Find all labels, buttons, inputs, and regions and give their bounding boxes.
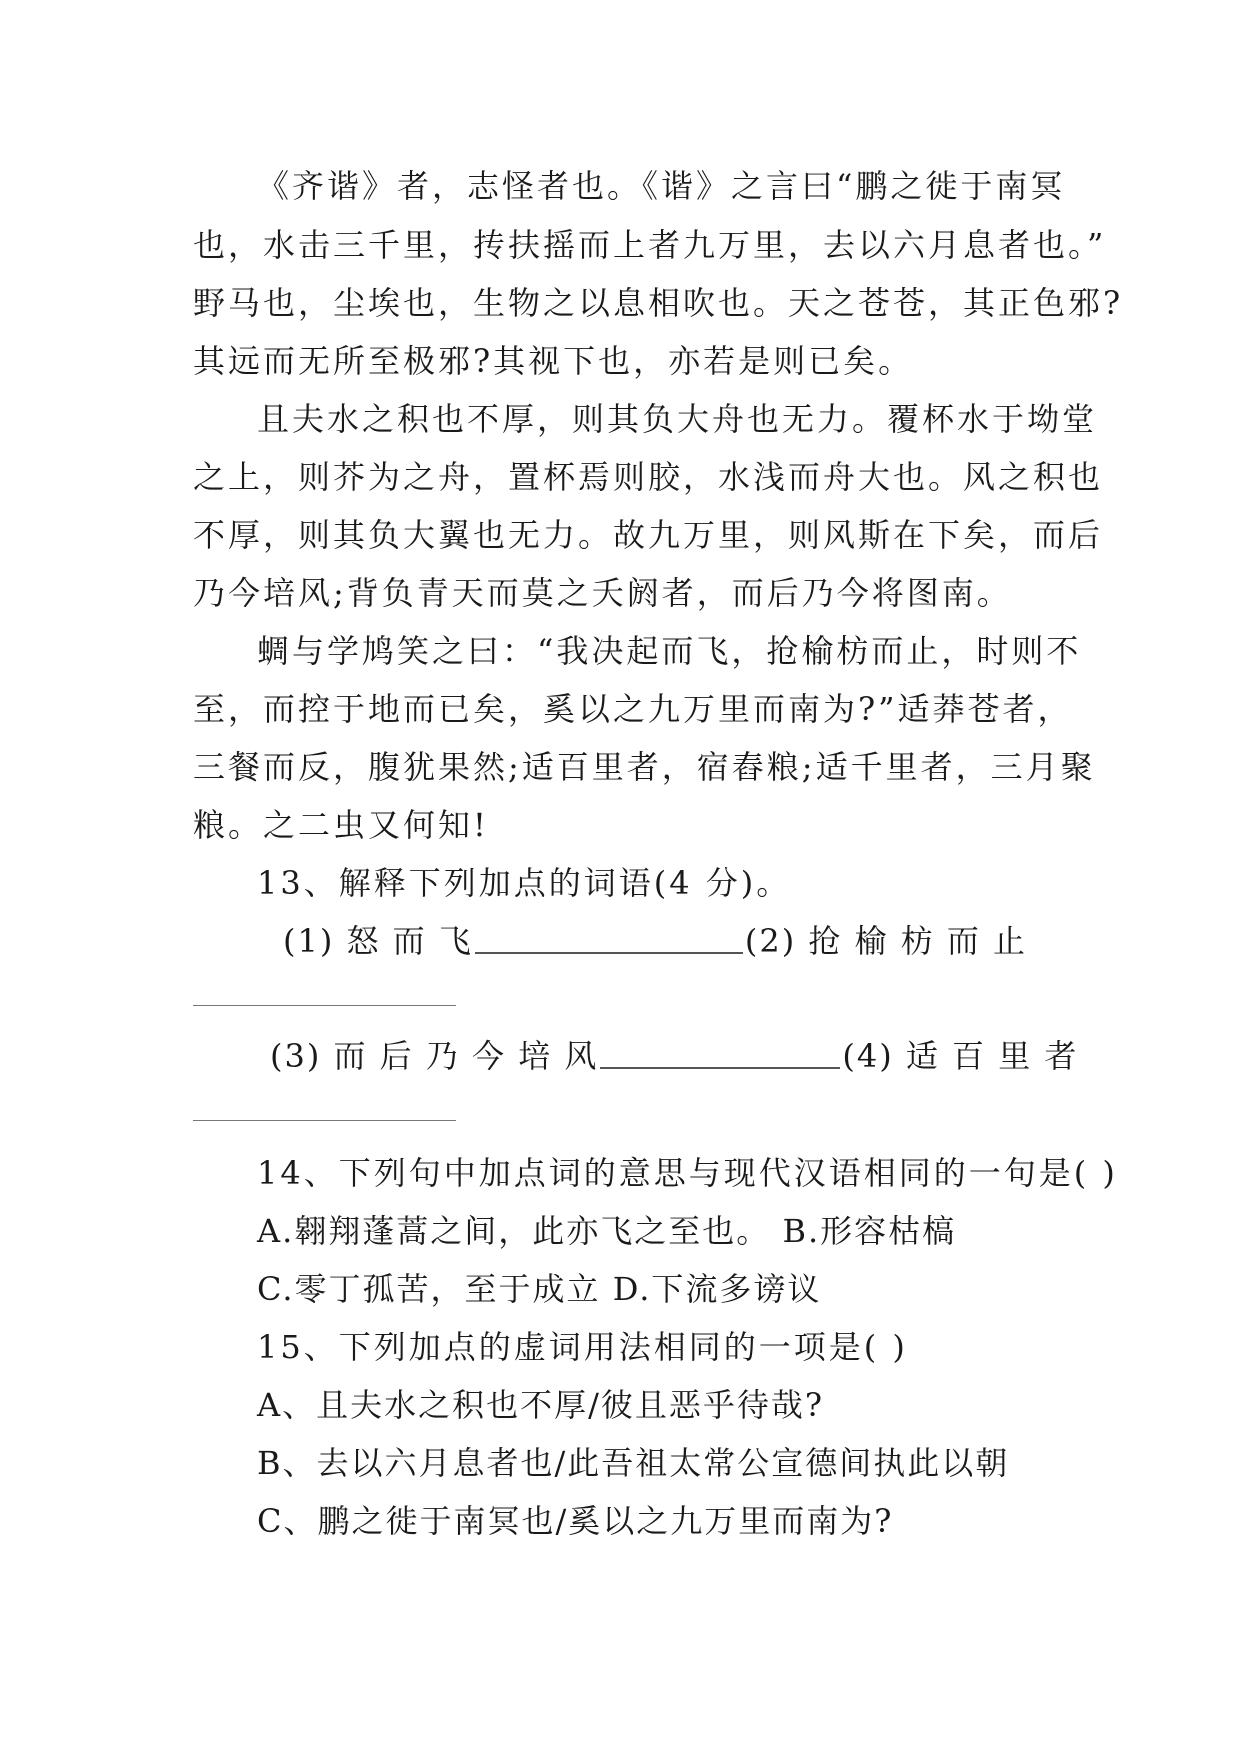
answer-blank-4[interactable] bbox=[193, 1120, 456, 1121]
question-13-item-1: (1) 怒 而 飞 bbox=[283, 922, 473, 960]
question-15-stem: 15、下列加点的虚词用法相同的一项是( ) bbox=[257, 1328, 908, 1366]
passage-line: 不厚，则其负大翼也无力。故九万里，则风斯在下矣，而后 bbox=[193, 516, 1104, 554]
question-15-option-a: A、且夫水之积也不厚/彼且恶乎待哉? bbox=[257, 1386, 825, 1424]
question-13-item-4: (4) 适 百 里 者 bbox=[842, 1037, 1079, 1075]
question-15-option-c: C、鹏之徙于南冥也/奚以之九万里而南为? bbox=[257, 1502, 894, 1540]
question-13-row-2 bbox=[270, 1036, 1079, 1076]
passage-line: 粮。之二虫又何知! bbox=[193, 806, 489, 844]
answer-blank-1[interactable] bbox=[475, 952, 743, 954]
passage-line: 至，而控于地而已矣，奚以之九万里而南为?”适莽苍者， bbox=[193, 690, 1073, 728]
question-14-stem: 14、下列句中加点词的意思与现代汉语相同的一句是( ) bbox=[257, 1154, 1118, 1192]
answer-blank-3[interactable] bbox=[600, 1067, 840, 1069]
passage-line: 且夫水之积也不厚，则其负大舟也无力。覆杯水于坳堂 bbox=[257, 400, 1098, 438]
passage-line: 野马也，尘埃也，生物之以息相吹也。天之苍苍，其正色邪? bbox=[193, 284, 1124, 322]
question-13-stem: 13、解释下列加点的词语(4 分)。 bbox=[257, 864, 792, 902]
question-14-options-1: A.翱翔蓬蒿之间，此亦飞之至也。 B.形容枯槁 bbox=[257, 1212, 957, 1250]
question-14-options-2: C.零丁孤苦，至于成立 D.下流多谤议 bbox=[257, 1270, 822, 1308]
passage-line: 也，水击三千里，抟扶摇而上者九万里，去以六月息者也。” bbox=[193, 226, 1107, 264]
passage-line: 《齐谐》者，志怪者也。《谐》之言曰“鹏之徙于南冥 bbox=[257, 167, 1066, 205]
question-13-item-3: (3) 而 后 乃 今 培 风 bbox=[270, 1037, 599, 1075]
passage-line: 蜩与学鸠笑之曰：“我决起而飞，抢榆枋而止，时则不 bbox=[257, 632, 1082, 670]
answer-blank-2[interactable] bbox=[193, 1005, 456, 1006]
question-13-item-2: (2) 抢 榆 枋 而 止 bbox=[744, 922, 1028, 960]
passage-line: 其远而无所至极邪?其视下也，亦若是则已矣。 bbox=[193, 342, 914, 380]
question-15-option-b: B、去以六月息者也/此吾祖太常公宣德间执此以朝 bbox=[257, 1444, 1010, 1482]
passage-line: 乃今培风;背负青天而莫之夭阏者，而后乃今将图南。 bbox=[193, 574, 1012, 612]
question-13-row-1 bbox=[283, 921, 1053, 961]
passage-line: 三餐而反，腹犹果然;适百里者，宿舂粮;适千里者，三月聚 bbox=[193, 748, 1096, 786]
passage-line: 之上，则芥为之舟，置杯焉则胶，水浅而舟大也。风之积也 bbox=[193, 458, 1104, 496]
